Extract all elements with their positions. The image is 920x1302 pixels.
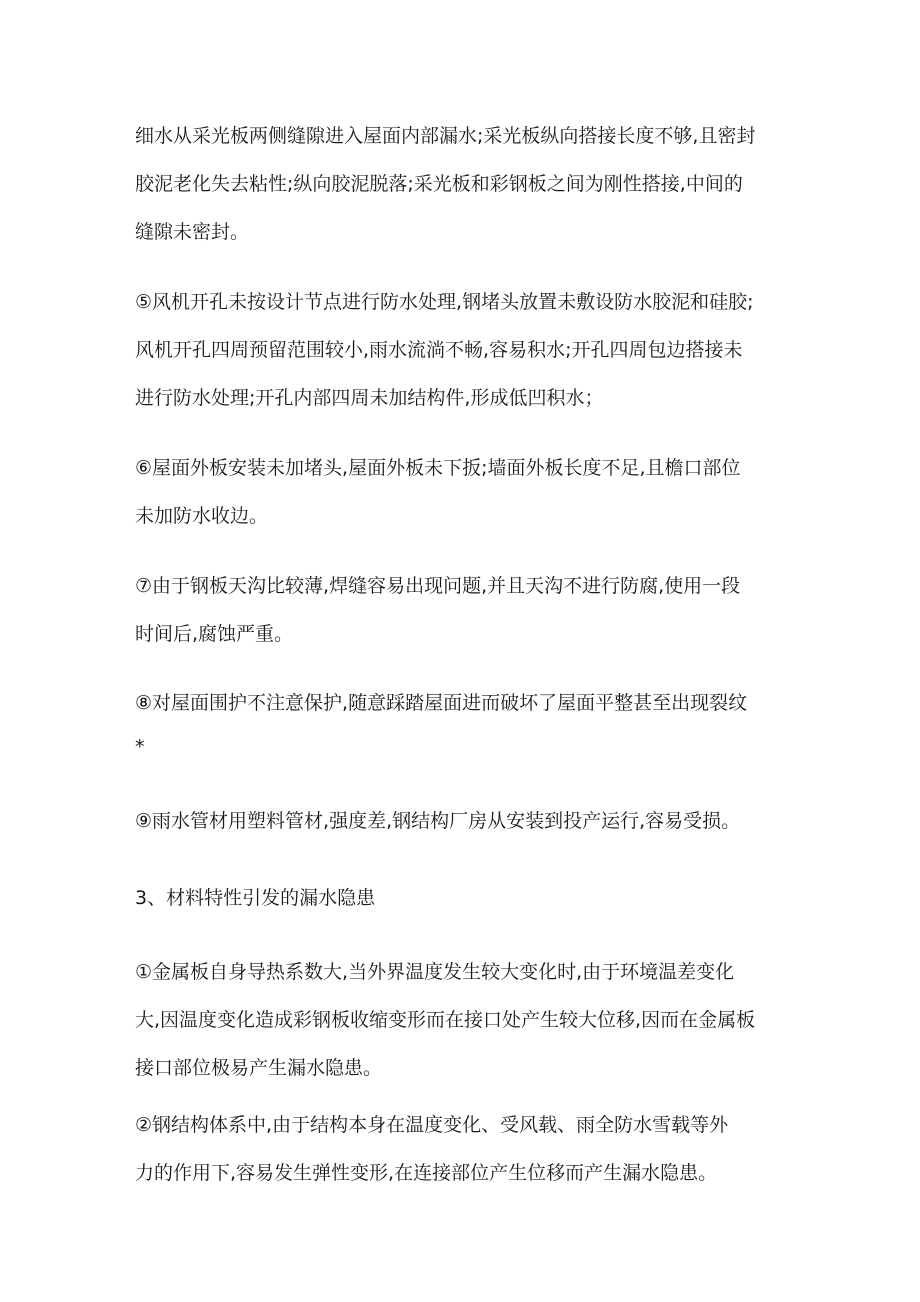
section-heading-text: 3、材料特性引发的漏水隐患 (135, 887, 376, 909)
paragraph-line: * (135, 736, 145, 758)
paragraph-line: 风机开孔四周预留范围较小,雨水流淌不畅,容易积水;开孔四周包边搭接未 (135, 339, 743, 361)
paragraph-line: 大,因温度变化造成彩钢板收缩变形而在接口处产生较大位移,因而在金属板 (135, 1009, 756, 1031)
paragraph-line: ②钢结构体系中,由于结构本身在温度变化、受风载、雨全防水雪载等外 (135, 1114, 729, 1136)
paragraph-line: ⑥屋面外板安装未加堵头,屋面外板未下扳;墙面外板长度不足,且檐口部位 (135, 457, 741, 479)
paragraph-line: 力的作用下,容易发生弹性变形,在连接部位产生位移而产生漏水隐患。 (135, 1162, 718, 1184)
paragraph-line: ⑤风机开孔未按设计节点进行防水处理,钢堵头放置未敷设防水胶泥和硅胶; (135, 291, 754, 313)
paragraph-line: 进行防水处理;开孔内部四周未加结构件,形成低凹积水； (135, 387, 604, 409)
paragraph-line: 未加防水收边。 (135, 505, 269, 527)
paragraph-line: 时间后,腐蚀严重。 (135, 623, 294, 645)
paragraph-line: ⑧对屋面围护不注意保护,随意踩踏屋面进而破坏了屋面平整甚至出现裂纹 (135, 692, 748, 714)
paragraph-line: ①金属板自身导热系数大,当外界温度发生较大变化时,由于环境温差变化 (135, 961, 735, 983)
paragraph-line: 接口部位极易产生漏水隐患。 (135, 1057, 383, 1079)
paragraph-line: 细水从采光板两侧缝隙进入屋面内部漏水;采光板纵向搭接长度不够,且密封 (135, 125, 756, 147)
paragraph-line: ⑨雨水管材用塑料管材,强度差,钢结构厂房从安装到投产运行,容易受损。 (135, 810, 741, 832)
paragraph-line: 缝隙未密封。 (135, 221, 250, 243)
paragraph-line: ⑦由于钢板天沟比较薄,焊缝容易出现问题,并且天沟不进行防腐,使用一段 (135, 575, 741, 597)
paragraph-line: 胶泥老化失去粘性;纵向胶泥脱落;采光板和彩钢板之间为刚性搭接,中间的 (135, 173, 743, 195)
